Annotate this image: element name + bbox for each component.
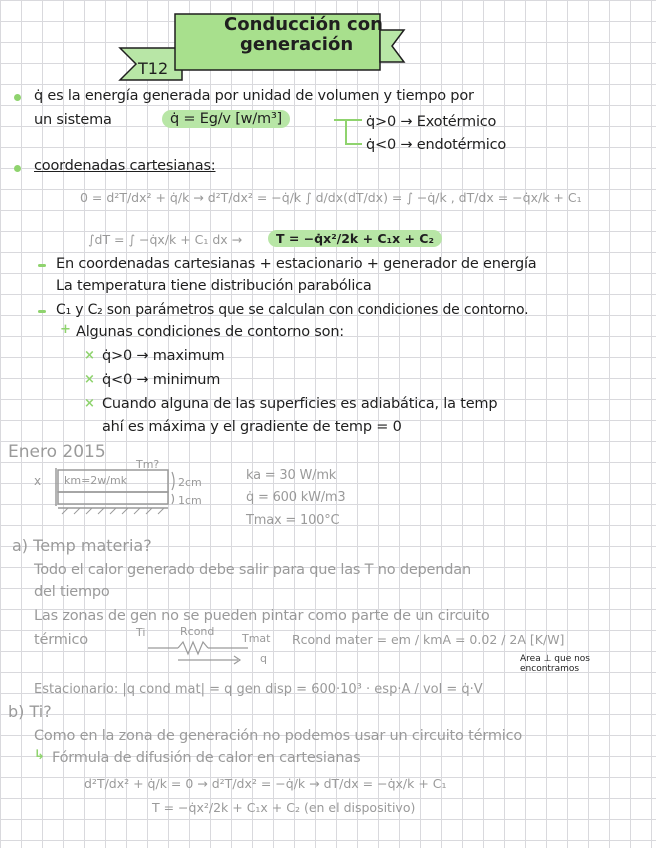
part-a-heading: a) Temp materia? [12,536,152,555]
dash-marker [38,310,46,313]
given-conductivity: ka = 30 W/mk [246,468,337,483]
note-parabolic-line-2: La temperatura tiene distribución parabólica [56,278,372,294]
title-line-2: generación [240,34,354,55]
part-b-line-2: Fórmula de difusión de calor en cartesianas [52,750,361,766]
cartesian-heading: coordenadas cartesianas: [34,158,216,174]
title-line-1: Conducción con [224,14,383,35]
rcond-equation: Rcond mater = em / kmA = 0.02 / 2A [K/W] [292,632,565,647]
part-a-line-1: Todo el calor generado debe salir para que las T no dependan [34,562,471,578]
x-marker: × [84,396,95,411]
diagram-tm-label: Tm? [136,458,160,471]
x-marker: × [84,348,95,363]
title-banner [112,10,412,82]
exam-title: Enero 2015 [8,442,106,462]
part-b-equation-1: d²T/dx² + q̇/k = 0 → d²T/dx² = −q̇/k → dT/dx = −q̇x/k + C₁ [84,776,447,791]
circuit-q: q [260,652,267,665]
diagram-2cm-label: 2cm [178,476,202,489]
circuit-rcond: Rcond [180,625,215,638]
note-parabolic-line-1: En coordenadas cartesianas + estacionario + generador de energía [56,256,537,272]
part-b-line-1: Como en la zona de generación no podemos usar un circuito térmico [34,728,523,744]
bullet-dot [14,165,21,172]
plus-marker: + [60,322,71,337]
part-a-line-2: del tiempo [34,584,110,600]
part-b-equation-2: T = −q̇x²/2k + C₁x + C₂ (en el dispositivo) [152,800,416,815]
boundary-subheading: Algunas condiciones de contorno son: [76,324,344,340]
circuit-ti: Ti [136,626,146,639]
part-a-line-3: Las zonas de gen no se pueden pintar como parte de un circuito [34,608,490,624]
diagram-1cm-label: 1cm [178,494,202,507]
branch-endothermic: q̇<0 → endotérmico [366,137,507,153]
condition-adiabatic-line-2: ahí es máxima y el gradiente de temp = 0 [102,419,402,435]
cartesian-eq-1: 0 = d²T/dx² + q̇/k → d²T/dx² = −q̇/k ∫ d/dx(dT/dx) = ∫ −q̇/k , dT/dx = −q̇x/k + C₁ [80,190,582,205]
given-tmax: Tmax = 100°C [246,513,340,528]
branch-exothermic: q̇>0 → Exotérmico [366,114,497,130]
circuit-tmat: Tmat [242,632,271,645]
given-generation: q̇ = 600 kW/m3 [246,490,346,505]
condition-minimum: q̇<0 → minimum [102,372,221,388]
stationary-equation: Estacionario: |q cond mat| = q gen disp = 600·10³ · esp·A / vol = q̇·V [34,682,483,697]
intro-line-1: q̇ es la energía generada por unidad de volumen y tiempo por [34,88,474,104]
area-note-line-1: Area ⊥ que nos [520,654,590,664]
dash-marker [38,264,46,267]
part-b-arrow-marker: ↳ [34,748,45,763]
cartesian-eq-2: ∫dT = ∫ −q̇x/k + C₁ dx → [88,232,243,247]
note-constants: C₁ y C₂ son parámetros que se calculan con condiciones de contorno. [56,302,529,318]
diagram-material-label: km=2w/mk [64,474,128,487]
cartesian-eq-2-result: T = −q̇x²/2k + C₁x + C₂ [268,230,442,247]
condition-adiabatic-line-1: Cuando alguna de las superficies es adiabática, la temp [102,396,498,412]
part-b-heading: b) Ti? [8,702,52,721]
bullet-dot [14,94,21,101]
x-marker: × [84,372,95,387]
slab-diagram [20,456,220,526]
chapter-tag: T12 [138,59,169,78]
area-note-line-2: encontramos [520,664,580,674]
intro-line-2: un sistema [34,112,112,128]
part-a-line-4: térmico [34,632,88,648]
intro-formula: q̇ = Eg/v [w/m³] [162,110,290,128]
diagram-x-label: x [34,474,42,488]
condition-maximum: q̇>0 → maximum [102,348,225,364]
